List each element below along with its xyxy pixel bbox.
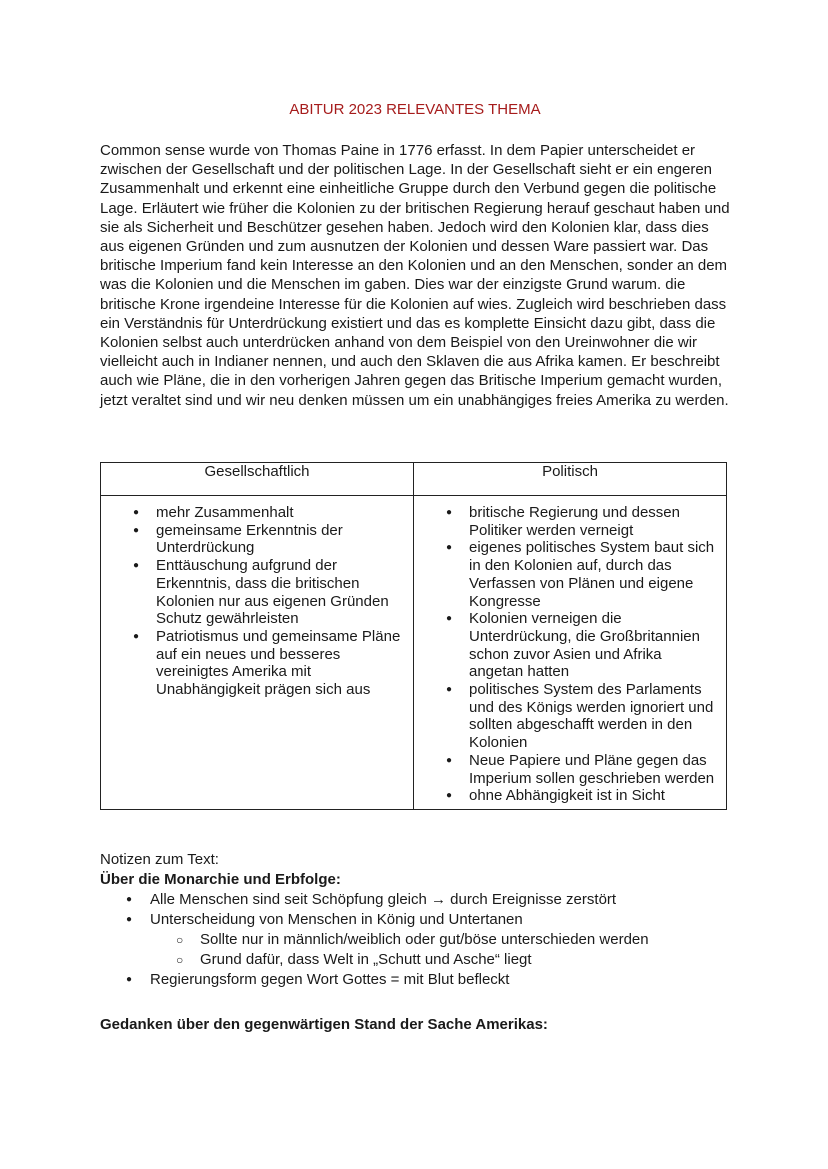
sublist-item [176,930,730,950]
circle-marker: ○ [176,953,184,967]
list-item: ● Neue Papiere und Pläne gegen das Imperium sollen geschrieben werden [469,752,718,787]
list-item: ● mehr Zusammenhalt [156,504,405,522]
notes-label: Notizen zum Text: [100,851,219,868]
sublist-item [176,950,730,970]
list-item: ● Enttäuschung aufgrund der Erkenntnis, dass die britischen Kolonien nur aus eigenen Gründen Schutz gewährleisten [156,557,405,628]
list-item: ● gemeinsame Erkenntnis der Unterdrückung [156,522,405,557]
list-item: ● Patriotismus und gemeinsame Pläne auf ein neues und besseres vereinigtes Amerika mit Unabhängigkeit prägen sich aus [156,628,405,699]
list-item [126,910,730,970]
sublist-item-text: Grund dafür, dass Welt in „Schutt und Asche“ liegt [200,951,532,968]
politisch-list [422,504,718,805]
section-heading: Gedanken über den gegenwärtigen Stand der Sache Amerikas: [100,1016,548,1033]
bullet-marker: ● [126,974,133,985]
header-politisch: Politisch [414,463,727,496]
notes-heading: Über die Monarchie und Erbfolge: [100,871,341,888]
politisch-cell [414,496,727,810]
list-item [126,970,730,990]
list-item-text: Regierungsform gegen Wort Gottes = mit Blut befleckt [150,971,510,988]
gesellschaftlich-cell [101,496,414,810]
list-item [126,890,730,910]
table-row [101,496,727,810]
list-item: ● britische Regierung und dessen Politiker werden verneigt [469,504,718,539]
notes-section [100,850,730,990]
list-item: ● ohne Abhängigkeit ist in Sicht [469,787,718,805]
list-item-text: Unterscheidung von Menschen in König und Untertanen [150,911,523,928]
gesellschaftlich-list [109,504,405,699]
document-title: ABITUR 2023 RELEVANTES THEMA [289,101,541,118]
bullet-marker: ● [126,914,133,925]
bullet-marker: ● [126,894,133,905]
comparison-table [100,462,727,810]
notes-sublist [150,930,730,970]
list-item: ● Kolonien verneigen die Unterdrückung, die Großbritannien schon zuvor Asien und Afrika angetan hatten [469,610,718,681]
notes-list [100,890,730,990]
sublist-item-text: Sollte nur in männlich/weiblich oder gut/böse unterschieden werden [200,931,649,948]
header-gesellschaftlich: Gesellschaftlich [101,463,414,496]
intro-paragraph: Common sense wurde von Thomas Paine in 1776 erfasst. In dem Papier unterscheidet er zwischen der Gesellschaft und der politischen Lage. In der Gesellschaft sieht er ein engeren Zusammenhalt und erkennt eine einheitliche Gruppe durch den Verbund gegen die politische Lage. Erläutert wie früher die Kolonien zu der britischen Regierung herauf geschaut haben und sie als Sicherheit und Beschützer gesehen haben. Jedoch wird den Kolonien klar, dass dies aus eigenen Gründen und zum ausnutzen der Kolonien und dessen Ware passiert war. Das britische Imperium fand kein Interesse an den Kolonien und an den Menschen, sonder an dem was die Kolonien und die Menschen im gaben. Dies war der einzigste Grund warum. die britische Krone irgendeine Interesse für die Kolonien auf wies. Zugleich wird beschrieben dass ein Verständnis für Unterdrückung existiert und das es komplette Einsicht dazu gibt, dass die Kolonien selbst auch unterdrücken anhand von dem Beispiel von den Ureinwohner die wir vielleicht auch in Indianer nennen, und auch den Sklaven die aus Afrika kamen. Er beschreibt auch wie Pläne, die in den vorherigen Jahren gegen das Britische Imperium gemacht wurden, jetzt veraltet sind und wir neu denken müssen um ein unabhängiges freies Amerika zu werden. [100,142,730,409]
list-item: ● politisches System des Parlaments und des Königs werden ignoriert und sollten abgeschafft werden in den Kolonien [469,681,718,752]
list-item: ● eigenes politisches System baut sich in den Kolonien auf, durch das Verfassen von Plänen und eigene Kongresse [469,539,718,610]
circle-marker: ○ [176,933,184,947]
table-header-row [101,463,727,496]
list-item-text: Alle Menschen sind seit Schöpfung gleich → durch Ereignisse zerstört [150,891,617,908]
